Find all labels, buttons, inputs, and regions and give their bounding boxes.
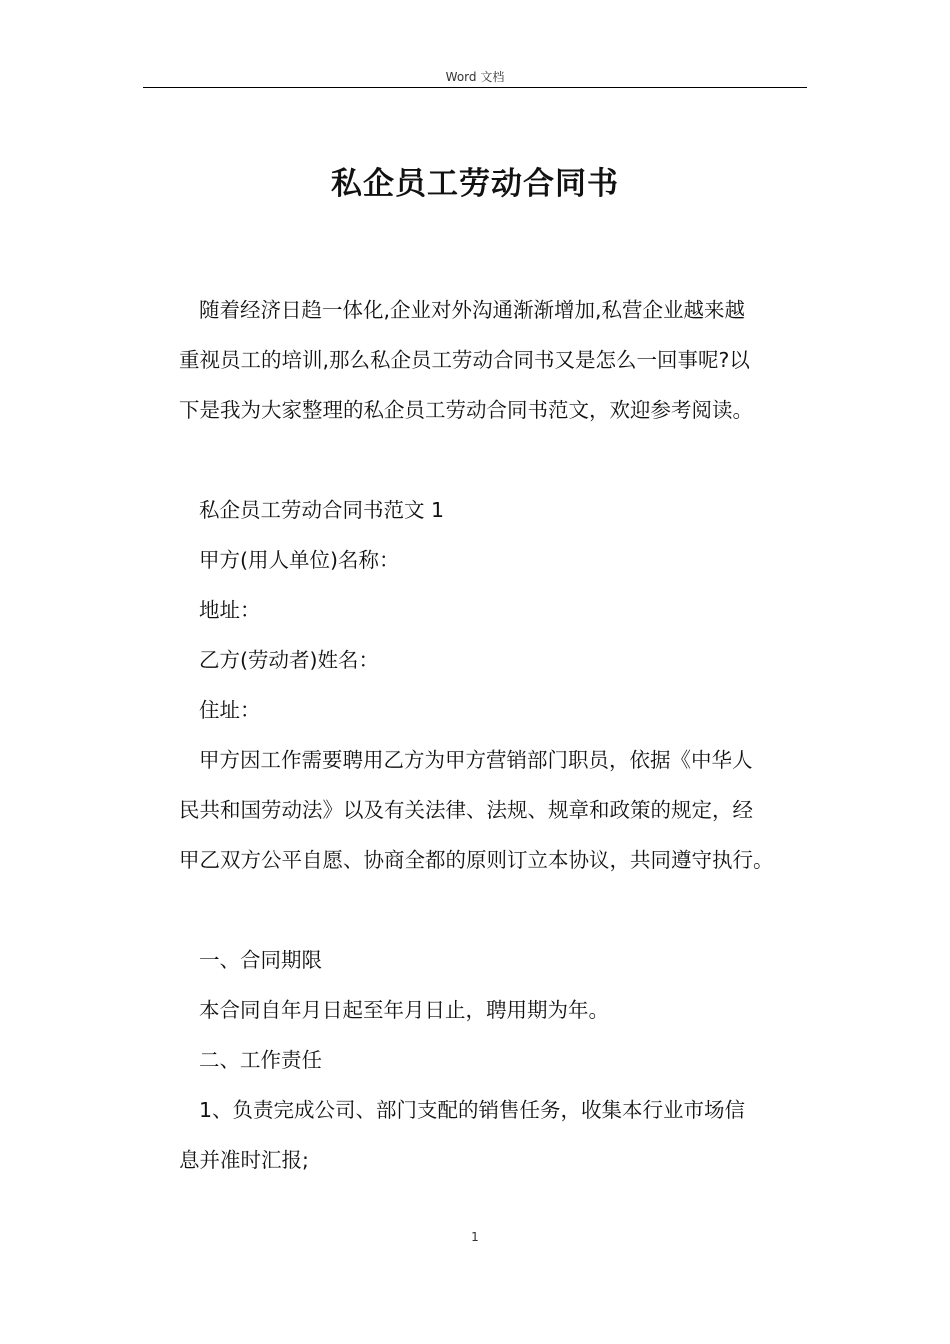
section1-heading: 一、合同期限 xyxy=(199,948,322,972)
party-b-name-field: 乙方(劳动者)姓名： xyxy=(199,648,379,672)
paragraph-gap xyxy=(179,435,819,485)
section2-item1 xyxy=(179,1085,819,1185)
header-divider xyxy=(143,87,807,88)
document-body xyxy=(179,285,819,1185)
residence-field: 住址： xyxy=(199,698,261,722)
page-header: Word 文档 xyxy=(445,70,505,84)
preamble-paragraph xyxy=(179,735,819,885)
intro-line: 随着经济日趋一体化,企业对外沟通渐渐增加,私营企业越来越 xyxy=(199,298,746,322)
section2-item1-line: 息并准时汇报; xyxy=(179,1148,309,1172)
preamble-line: 民共和国劳动法》以及有关法律、法规、规章和政策的规定，经 xyxy=(179,798,753,822)
address-field: 地址： xyxy=(199,598,261,622)
preamble-line: 甲方因工作需要聘用乙方为甲方营销部门职员，依据《中华人 xyxy=(199,748,753,772)
preamble-line: 甲乙双方公平自愿、协商全都的原则订立本协议，共同遵守执行。 xyxy=(179,848,774,872)
intro-paragraph xyxy=(179,285,819,435)
paragraph-gap xyxy=(179,885,819,935)
section2-heading: 二、工作责任 xyxy=(199,1048,322,1072)
section2-item1-line: 1、负责完成公司、部门支配的销售任务，收集本行业市场信 xyxy=(199,1098,746,1122)
sample-heading: 私企员工劳动合同书范文 1 xyxy=(199,498,445,522)
page-number: 1 xyxy=(471,1230,479,1244)
intro-line: 下是我为大家整理的私企员工劳动合同书范文，欢迎参考阅读。 xyxy=(179,398,753,422)
party-a-name-field: 甲方(用人单位)名称： xyxy=(199,548,400,572)
section1-text: 本合同自年月日起至年月日止，聘用期为年。 xyxy=(199,998,609,1022)
document-title: 私企员工劳动合同书 xyxy=(331,166,619,202)
intro-line: 重视员工的培训,那么私企员工劳动合同书又是怎么一回事呢?以 xyxy=(179,348,750,372)
